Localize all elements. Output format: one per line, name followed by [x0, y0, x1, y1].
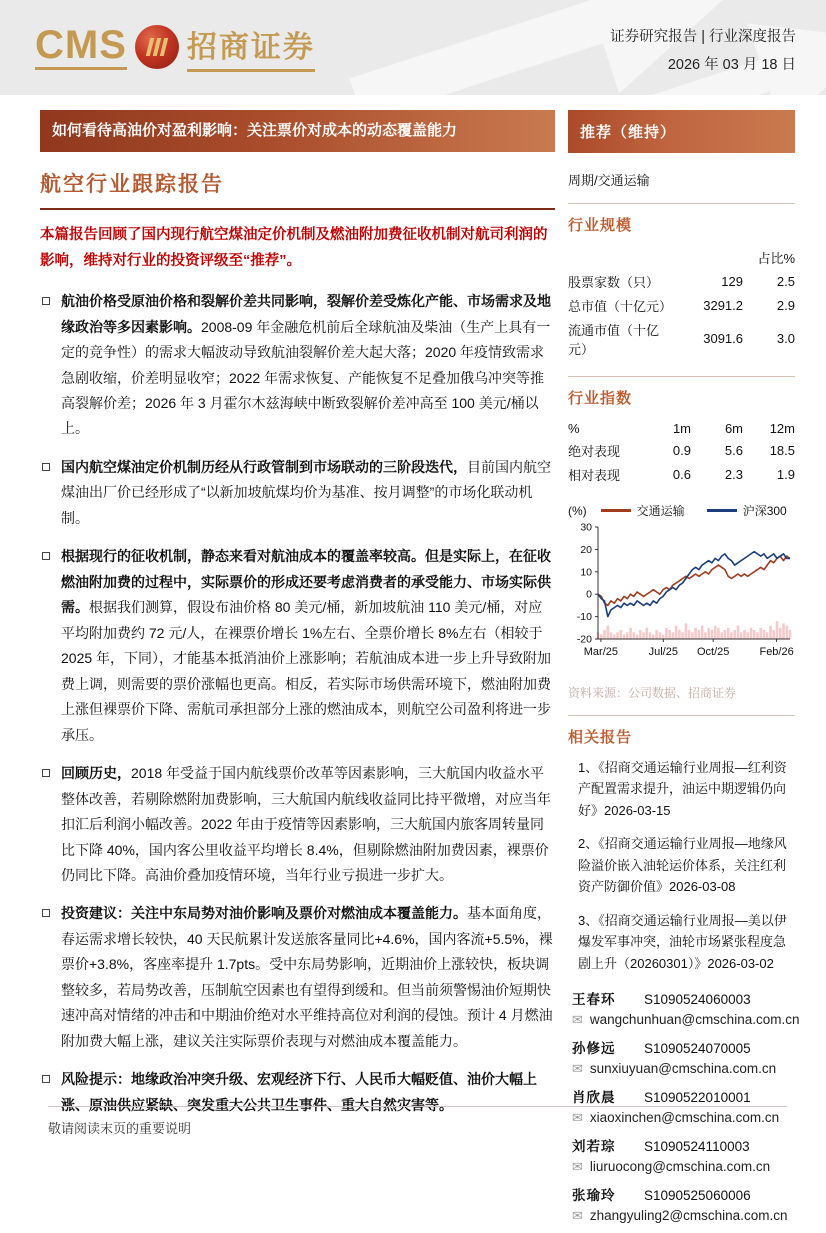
analyst-name: 肖欣晨	[572, 1089, 616, 1105]
analyst-name: 孙修远	[572, 1040, 616, 1056]
industry-scale-section	[568, 203, 795, 360]
scale-row-label: 流通市值（十亿元）	[568, 322, 660, 357]
index-col-header: 6m	[724, 420, 743, 436]
scale-row-value: 3091.6	[703, 331, 743, 346]
analyst-entry	[572, 1037, 795, 1077]
table-row	[568, 317, 795, 360]
bullet-square-icon	[42, 909, 50, 917]
analyst-license-id: S1090524070005	[644, 1040, 751, 1056]
bullet-lead: 根据现行的征收机制，静态来看对航油成本的覆盖率较高。但是实际上，在征收燃油附加费的过程中，实际票价的形成还要考虑消费者的承受能力、市场实际供需。	[61, 548, 551, 616]
related-report-link: 2、《招商交通运输行业周报—地缘风险溢价嵌入油轮运价体系，关注红利资产防御价值》2026-03-08	[578, 836, 787, 895]
y-axis-unit-label: (%)	[568, 503, 587, 518]
bullet-body: 根据我们测算，假设布油价格 80 美元/桶，新加坡航油 110 美元/桶，对应平均附加费约 72 元/人，在裸票价增长 1%左右、全票价增长 8%左右（相较于 2025 年，下同），才能基本抵消油价上涨影响；若航油成本进一步上升导致附加费上调，则需要的票价涨幅也更高。相反，若实际市场供需环境下，燃油附加费上涨但裸票价下降、需航司承担部分上涨的燃油成本，则航空公司盈利将进一步承压。	[61, 599, 552, 743]
scale-row-label: 总市值（十亿元）	[568, 298, 673, 314]
summary-paragraph: 本篇报告回顾了国内现行航空煤油定价机制及燃油附加费征收机制对航司利润的影响，维持对行业的投资评级至“推荐”。	[40, 226, 548, 270]
svg-text:-20: -20	[576, 633, 592, 646]
related-reports-section	[568, 715, 795, 974]
table-row	[568, 293, 795, 317]
bullet-square-icon	[42, 769, 50, 777]
index-row-label: 相对表现	[568, 467, 621, 483]
analyst-license-id: S1090522010001	[644, 1089, 751, 1105]
title-divider	[40, 208, 555, 210]
svg-text:10: 10	[580, 566, 592, 579]
svg-text:30: 30	[580, 521, 592, 534]
industry-scale-table	[568, 245, 795, 360]
sidebar	[568, 110, 800, 1233]
email-icon: ✉	[572, 1158, 583, 1174]
svg-text:Mar/25: Mar/25	[583, 646, 619, 658]
related-reports-heading: 相关报告	[568, 729, 633, 746]
bullet-body: 基本面角度，春运需求增长较快，40 天民航累计发送旅客量同比+4.6%，国内客流+5.5%，裸票价+3.8%，客座率提升 1.7pts。受中东局势影响，近期油价上涨较快，板块调整较多，若局势改善，压制航空因素也有望得到缓和。但当前须警惕油价短期快速冲高对情绪的冲击和中期油价绝对水平维持高位对利润的侵蚀。预计 4 月燃油附加费大幅上涨，建议关注实际票价表现与对燃油成本覆盖能力。	[61, 905, 553, 1049]
cms-logo	[35, 22, 315, 72]
industry-scale-heading: 行业规模	[568, 217, 633, 234]
bullet-oil-price	[40, 289, 555, 442]
industry-category: 周期/交通运输	[568, 173, 650, 188]
analyst-license-id: S1090524060003	[644, 991, 751, 1007]
report-subtitle: 航空行业跟踪报告	[40, 172, 224, 196]
related-report-link: 1、《招商交通运输行业周报—红利资产配置需求提升，油运中期逻辑仍向好》2026-03-15	[578, 760, 787, 818]
bullet-surcharge-coverage	[40, 544, 555, 748]
cms-logo-text: CMS	[35, 24, 127, 70]
industry-index-section	[568, 376, 795, 701]
scale-row-label: 股票家数（只）	[568, 274, 660, 290]
index-col-header: 1m	[672, 420, 691, 436]
industry-index-chart	[568, 521, 795, 676]
index-row-label: 绝对表现	[568, 443, 621, 459]
analyst-email: xiaoxinchen@cmschina.com.cn	[589, 1110, 780, 1126]
scale-row-pct: 2.9	[776, 297, 795, 313]
analyst-entry	[572, 988, 800, 1028]
legend-label: 交通运输	[636, 504, 685, 518]
bullet-lead: 国内航空煤油定价机制历经从行政管制到市场联动的三阶段迭代，	[61, 458, 467, 475]
table-row	[568, 269, 795, 293]
related-report-link: 3、《招商交通运输行业周报—美以伊爆发军事冲突，油轮市场紧张程度急剧上升（20260301）》2026-03-02	[578, 912, 787, 971]
analyst-entry	[572, 1184, 795, 1224]
bullet-lead: 投资建议：关注中东局势对油价影响及票价对燃油成本覆盖能力。	[61, 905, 467, 922]
legend-line-swatch	[707, 509, 737, 512]
bullet-square-icon	[42, 463, 50, 471]
bullet-lead: 风险提示：地缘政治冲突升级、宏观经济下行、人民币大幅贬值、油价大幅上涨、原油供应紧缺、突发重大公共卫生事件、重大自然灾害等。	[61, 1071, 537, 1113]
report-type-label: 证券研究报告 | 行业深度报告	[610, 29, 796, 45]
bullet-history-review	[40, 761, 555, 888]
scale-col-header: 占比%	[757, 250, 795, 266]
cms-logo-chinese: 招商证券	[187, 22, 315, 72]
chart-legend	[568, 502, 795, 519]
bullet-square-icon	[42, 1075, 50, 1083]
rating-badge: 推荐（维持）	[568, 110, 795, 153]
bullet-body: 2008-09 年金融危机前后全球航油及柴油（生产上具有一定的竞争性）的需求大幅波动导致航油裂解价差大起大落；2020 年疫情致需求急剧收缩，价差明显收窄；2022 年需求恢复、产能恢复不足叠加俄乌冲突等推高裂解价差；2026 年 3 月霍尔木兹海峡中断致裂解价差冲高至 100 美元/桶以上。	[61, 318, 551, 437]
page-footer	[48, 1106, 787, 1137]
legend-label: 沪深300	[742, 504, 787, 518]
chart-source-note: 资料来源：公司数据、招商证券	[568, 686, 737, 700]
bullet-investment-advice	[40, 901, 555, 1054]
bullet-square-icon	[42, 297, 50, 305]
bullet-square-icon	[42, 552, 50, 560]
bullet-body: 2018 年受益于国内航线票价改革等因素影响，三大航国内收益水平整体改善，若剔除燃附加费影响，三大航国内航线收益同比持平微增，对应当年扣汇后利润小幅改善。2022 年由于疫情等因素影响，三大航国内旅客周转量同比下降 40%，国内客公里收益平均增长 8.4%，但剔除燃油附加费因素，裸票价仍同比下降。高油价叠加疫情环境，当年行业亏损进一步扩大。	[61, 765, 551, 883]
report-date: 2026 年 03 月 18 日	[667, 56, 796, 73]
report-header	[0, 0, 826, 95]
cms-logo-icon	[135, 25, 179, 69]
svg-text:Oct/25: Oct/25	[696, 646, 730, 658]
svg-text:0: 0	[586, 588, 592, 601]
bullet-pricing-mechanism	[40, 455, 555, 531]
scale-row-pct: 3.0	[776, 331, 795, 346]
scale-row-value: 129	[721, 273, 743, 289]
legend-line-swatch	[601, 509, 631, 512]
analyst-license-id: S1090525060006	[644, 1187, 751, 1203]
email-icon: ✉	[572, 1207, 583, 1223]
analyst-email: zhangyuling2@cmschina.com.cn	[589, 1208, 788, 1224]
svg-text:-10: -10	[576, 611, 592, 624]
analyst-email: liuruocong@cmschina.com.cn	[589, 1159, 771, 1175]
svg-text:20: 20	[580, 543, 592, 556]
bullet-lead: 航油价格受原油价格和裂解价差共同影响，裂解价差受炼化产能、市场需求及地缘政治等多因素影响。	[61, 293, 551, 335]
bullet-body: 目前国内航空煤油出厂价已经形成了“以新加坡航煤均价为基准、按月调整”的市场化联动机制。	[61, 458, 551, 526]
table-row: 相对表现 0.6 2.3 1.9	[568, 462, 795, 486]
analyst-license-id: S1090524110003	[644, 1138, 750, 1154]
industry-index-table	[568, 418, 795, 486]
analyst-name: 刘若琮	[572, 1138, 616, 1154]
index-col-header: 12m	[769, 420, 795, 436]
analyst-email: sunxiuyuan@cmschina.com.cn	[589, 1061, 777, 1077]
analyst-email: wangchunhuan@cmschina.com.cn	[589, 1012, 800, 1028]
email-icon: ✉	[572, 1109, 583, 1125]
index-col-header: %	[568, 420, 580, 436]
scale-row-pct: 2.5	[776, 273, 795, 289]
svg-text:Jul/25: Jul/25	[648, 646, 678, 658]
analyst-name: 张瑜玲	[572, 1187, 616, 1203]
bullet-lead: 回顾历史，	[61, 765, 131, 782]
email-icon: ✉	[572, 1011, 583, 1027]
analyst-name: 王春环	[572, 991, 616, 1007]
table-row: 绝对表现 0.9 5.6 18.5	[568, 438, 795, 462]
email-icon: ✉	[572, 1060, 583, 1076]
report-title-banner: 如何看待高油价对盈利影响：关注票价对成本的动态覆盖能力	[40, 110, 555, 152]
industry-index-heading: 行业指数	[568, 390, 633, 407]
scale-row-value: 3291.2	[703, 297, 743, 313]
footer-disclaimer: 敬请阅读末页的重要说明	[48, 1121, 192, 1136]
svg-text:Feb/26: Feb/26	[759, 646, 794, 658]
